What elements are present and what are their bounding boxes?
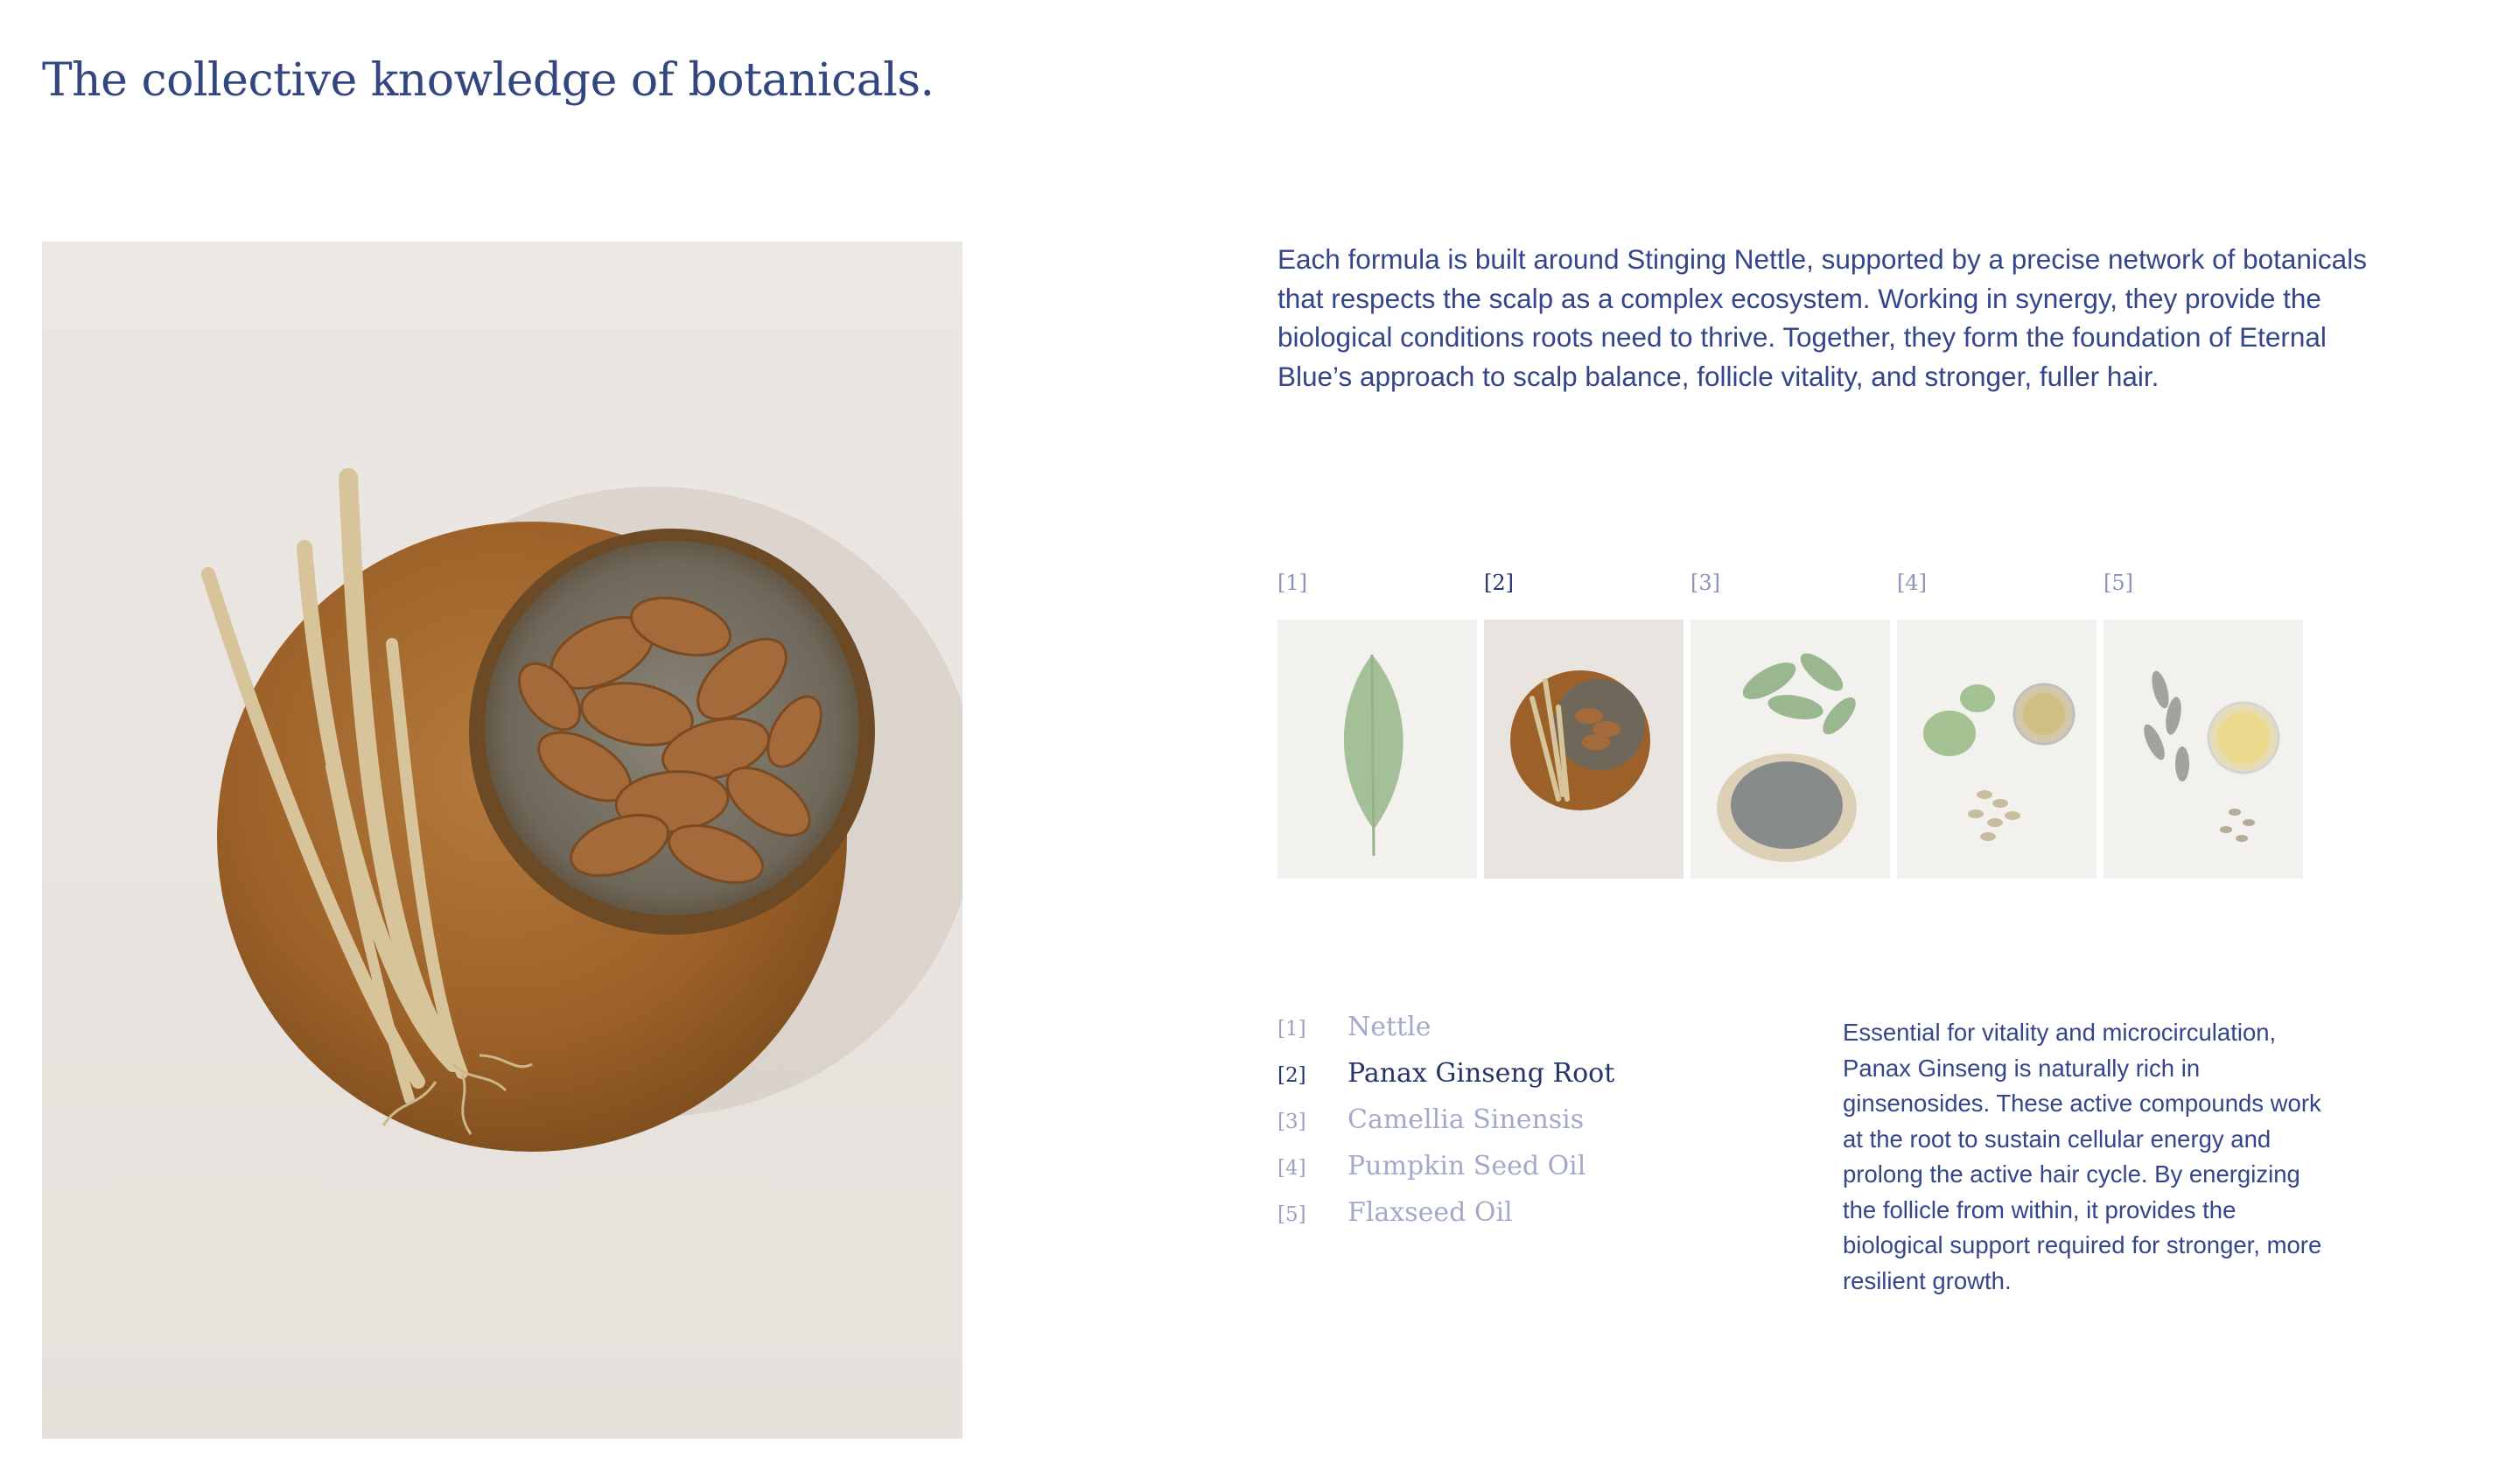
ingredient-number: [4]	[1278, 1157, 1306, 1180]
thumbnail-nettle[interactable]	[1278, 620, 1477, 879]
ingredient-name: Panax Ginseng Root	[1348, 1058, 1615, 1089]
camellia-leaves-image	[1690, 620, 1890, 879]
hero-ginseng-image	[42, 242, 962, 1439]
thumbnail-index: [3]	[1690, 571, 1720, 595]
thumbnail-strip	[1278, 620, 2310, 879]
thumbnail-index: [1]	[1278, 571, 1307, 595]
flaxseed-oil-image	[2104, 620, 2303, 879]
thumbnail-index: [2]	[1484, 571, 1514, 595]
intro-paragraph: Each formula is built around Stinging Nettle, supported by a precise network of botanicals that respects the scalp as a complex ecosystem. Working in synergy, they provide the biological conditions roots need to thrive. Together, they form the foundation of Eternal Blue’s approach to scalp balance, follicle vitality, and stronger, fuller hair.	[1278, 243, 2367, 392]
thumbnail-index-row	[1278, 571, 2310, 597]
ingredient-number: [5]	[1278, 1203, 1306, 1226]
ingredient-number: [2]	[1278, 1064, 1306, 1087]
ingredient-number: [3]	[1278, 1111, 1306, 1133]
thumbnail-camellia[interactable]	[1690, 620, 1890, 879]
ginseng-bowl-illustration	[42, 242, 962, 1439]
thumbnail-index: [5]	[2104, 571, 2133, 595]
thumbnail-ginseng[interactable]	[1484, 620, 1684, 879]
ingredient-item-camellia-sinensis[interactable]	[1278, 1104, 1768, 1151]
thumbnail-flaxseed[interactable]	[2104, 620, 2303, 879]
ginseng-root-image	[1484, 620, 1684, 879]
ingredient-item-nettle[interactable]	[1278, 1012, 1768, 1058]
pumpkin-seeds-oil-image	[1897, 620, 2096, 879]
ingredient-name: Camellia Sinensis	[1348, 1104, 1585, 1135]
nettle-leaf-image	[1278, 620, 1477, 879]
ingredient-name: Flaxseed Oil	[1348, 1197, 1513, 1228]
ingredient-name: Pumpkin Seed Oil	[1348, 1151, 1586, 1181]
ingredient-description: Essential for vitality and microcirculation, Panax Ginseng is naturally rich in ginsenosides. These active compounds work at the root to sustain cellular energy and prolong the active hair cycle. By energizing the follicle from within, it provides the biological support required for stronger, more resilient growth.	[1843, 1019, 2322, 1294]
ingredient-number: [1]	[1278, 1018, 1306, 1041]
ingredient-name: Nettle	[1348, 1012, 1432, 1042]
thumbnail-pumpkin-seed[interactable]	[1897, 620, 2096, 879]
thumbnail-index: [4]	[1897, 571, 1927, 595]
ingredient-item-pumpkin-seed-oil[interactable]	[1278, 1151, 1768, 1197]
ingredient-list	[1278, 1012, 1768, 1244]
ingredient-item-flaxseed-oil[interactable]	[1278, 1197, 1768, 1244]
ingredient-item-panax-ginseng-root[interactable]	[1278, 1058, 1768, 1104]
page-title: The collective knowledge of botanicals.	[42, 54, 934, 107]
